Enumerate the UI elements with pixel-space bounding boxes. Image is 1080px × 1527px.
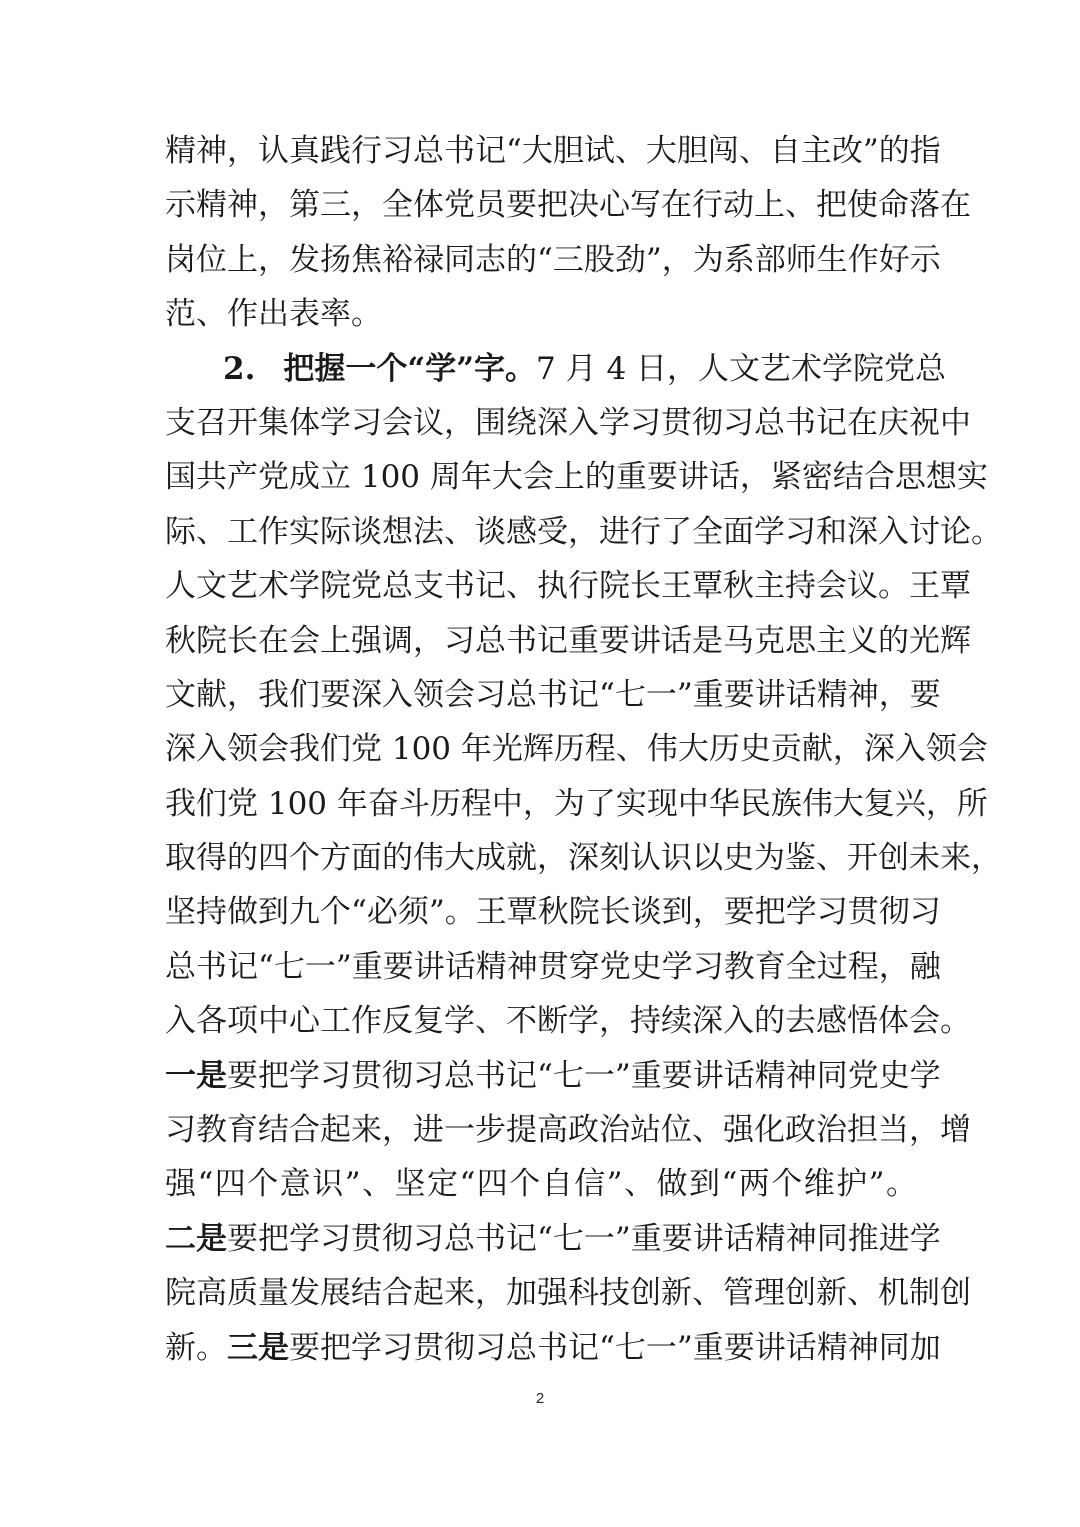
text-line: 岗位上，发扬焦裕禄同志的“三股劲”，为系部师生作好示: [165, 241, 941, 278]
text-line: 支召开集体学习会议，围绕深入学习贯彻习总书记在庆祝中: [165, 404, 971, 441]
section-heading-line: [165, 342, 947, 396]
text-line: [165, 1321, 941, 1375]
text-line: 入各项中心工作反复学、不断学，持续深入的去感悟体会。: [165, 1003, 971, 1040]
page-number: 2: [535, 1390, 545, 1407]
text-line: 深入领会我们党 100 年光辉历程、伟大历史贡献，深入领会: [165, 731, 988, 768]
text-run: 新。: [165, 1329, 227, 1366]
text-line: 国共产党成立 100 周年大会上的重要讲话，紧密结合思想实: [165, 459, 988, 496]
section-heading-rest: 7 月 4 日，人文艺术学院党总: [536, 350, 947, 387]
text-line: 习教育结合起来，进一步提高政治站位、强化政治担当，增: [165, 1112, 971, 1149]
section-number: 2.: [223, 350, 256, 387]
section-heading: 把握一个“学”字。: [283, 350, 537, 387]
text-line: [165, 1049, 941, 1103]
text-line: [165, 1212, 941, 1266]
text-line: 强“四个意识”、坚定“四个自信”、做到“两个维护”。: [165, 1166, 917, 1203]
text-line: 总书记“七一”重要讲话精神贯穿党史学习教育全过程，融: [165, 948, 941, 985]
emphasis-third: 三是: [227, 1329, 289, 1366]
text-line: 人文艺术学院党总支书记、执行院长王覃秋主持会议。王覃: [165, 568, 971, 605]
text-run: 要把学习贯彻习总书记“七一”重要讲话精神同党史学: [227, 1057, 941, 1094]
text-line: 际、工作实际谈想法、谈感受，进行了全面学习和深入讨论。: [165, 513, 1002, 550]
emphasis-second: 二是: [165, 1220, 227, 1257]
text-line: 范、作出表率。: [165, 296, 382, 333]
text-line: 文献，我们要深入领会习总书记“七一”重要讲话精神，要: [165, 676, 941, 713]
text-line: 我们党 100 年奋斗历程中，为了实现中华民族伟大复兴，所: [165, 785, 988, 822]
body-text: [165, 124, 1002, 1375]
text-line: 精神，认真践行习总书记“大胆试、大胆闯、自主改”的指: [165, 133, 941, 169]
emphasis-first: 一是: [165, 1057, 227, 1094]
text-run: 要把学习贯彻习总书记“七一”重要讲话精神同加: [289, 1329, 941, 1366]
text-line: 取得的四个方面的伟大成就，深刻认识以史为鉴、开创未来，: [165, 840, 1002, 877]
text-line: 秋院长在会上强调，习总书记重要讲话是马克思主义的光辉: [165, 622, 971, 659]
text-line: 坚持做到九个“必须”。王覃秋院长谈到，要把学习贯彻习: [165, 894, 941, 931]
text-run: 要把学习贯彻习总书记“七一”重要讲话精神同推进学: [227, 1220, 941, 1257]
text-line: 示精神，第三，全体党员要把决心写在行动上、把使命落在: [165, 187, 971, 224]
text-line: 院高质量发展结合起来，加强科技创新、管理创新、机制创: [165, 1275, 971, 1312]
